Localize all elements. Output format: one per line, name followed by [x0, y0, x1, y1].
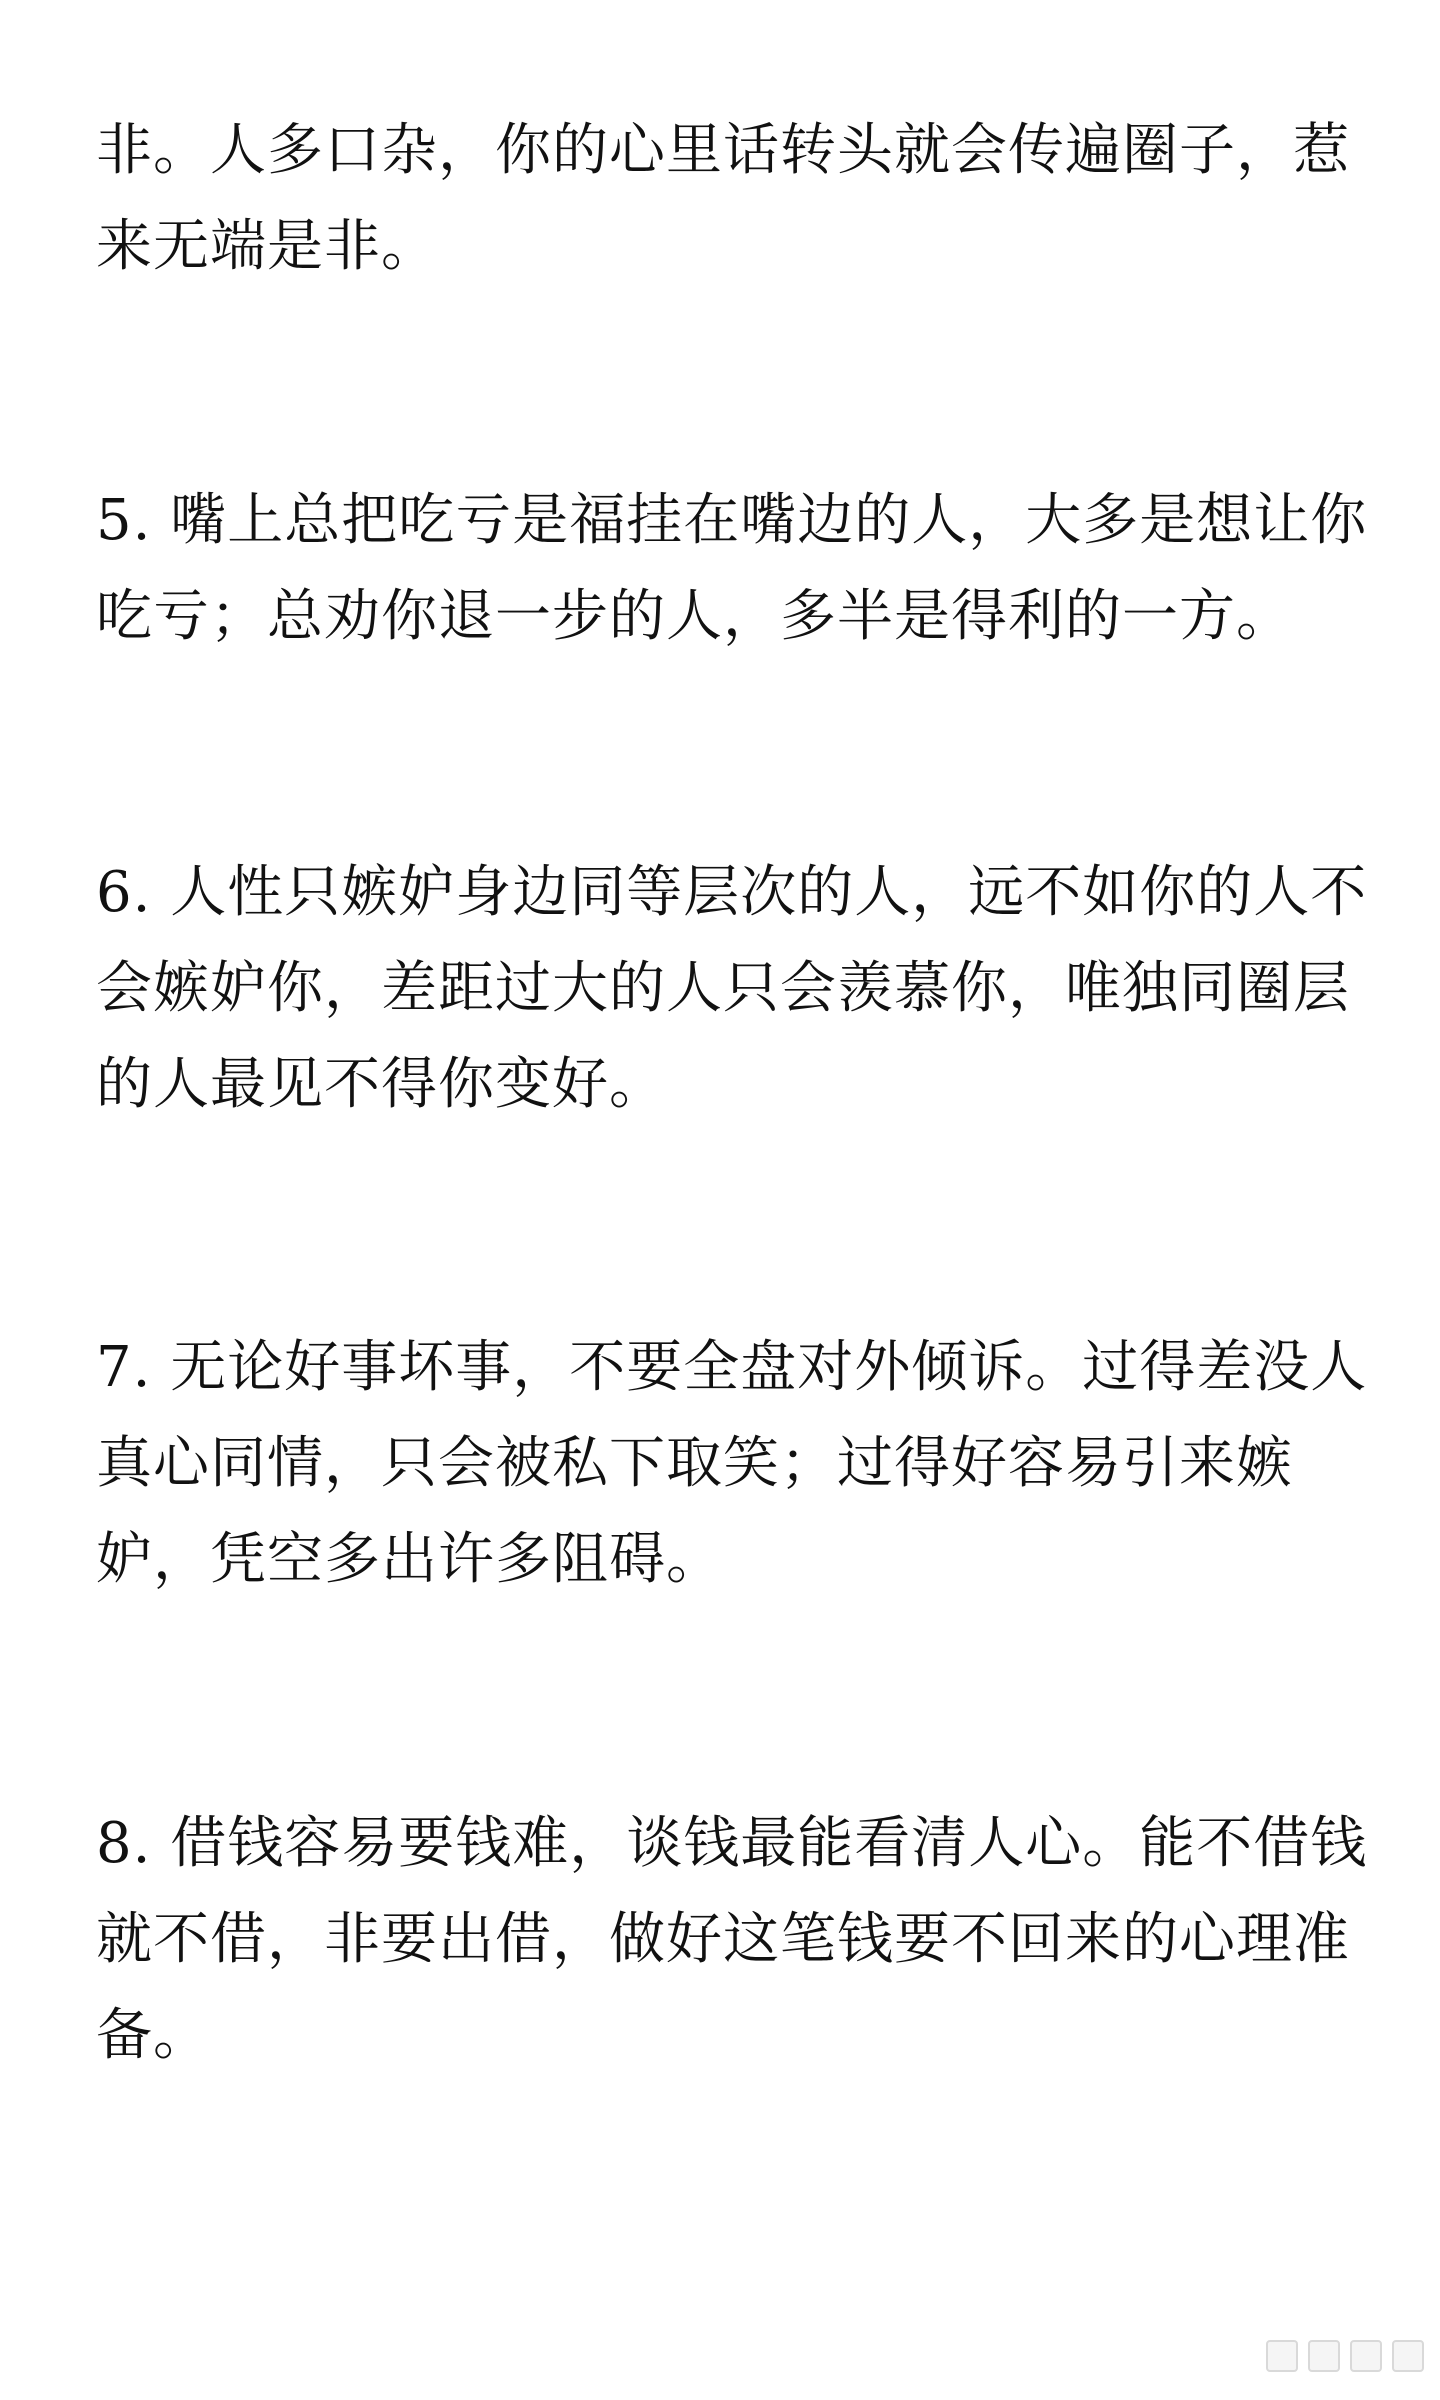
text-line: 的人最见不得你变好。 — [96, 1052, 666, 1117]
text-line: 吃亏；总劝你退一步的人，多半是得利的一方。 — [96, 584, 1293, 649]
text-line: 真心同情，只会被私下取笑；过得好容易引来嫉 — [96, 1431, 1293, 1496]
text-line: 非。人多口杂，你的心里话转头就会传遍圈子，惹 — [96, 118, 1350, 183]
text-line: 会嫉妒你，差距过大的人只会羡慕你，唯独同圈层 — [96, 956, 1350, 1021]
paragraph-continuation — [96, 103, 1356, 295]
text-line: 备。 — [96, 2003, 210, 2068]
text-line: 5. 嘴上总把吃亏是福挂在嘴边的人，大多是想让你 — [96, 488, 1368, 553]
text-line: 来无端是非。 — [96, 214, 438, 279]
text-line: 7. 无论好事坏事，不要全盘对外倾诉。过得差没人 — [96, 1335, 1368, 1400]
paragraph-item-5 — [96, 473, 1368, 665]
watermark-block-icon — [1266, 2340, 1298, 2372]
watermark-block-icon — [1308, 2340, 1340, 2372]
watermark-block-icon — [1392, 2340, 1424, 2372]
text-line: 妒，凭空多出许多阻碍。 — [96, 1527, 723, 1592]
text-line: 就不借，非要出借，做好这笔钱要不回来的心理准 — [96, 1907, 1350, 1972]
watermark-block-icon — [1350, 2340, 1382, 2372]
paragraph-item-8 — [96, 1796, 1368, 2084]
text-line: 8. 借钱容易要钱难，谈钱最能看清人心。能不借钱 — [96, 1811, 1368, 1876]
text-line: 6. 人性只嫉妒身边同等层次的人，远不如你的人不 — [96, 860, 1368, 925]
paragraph-item-6 — [96, 845, 1368, 1133]
corner-watermark — [1266, 2340, 1424, 2372]
paragraph-item-7 — [96, 1320, 1368, 1608]
